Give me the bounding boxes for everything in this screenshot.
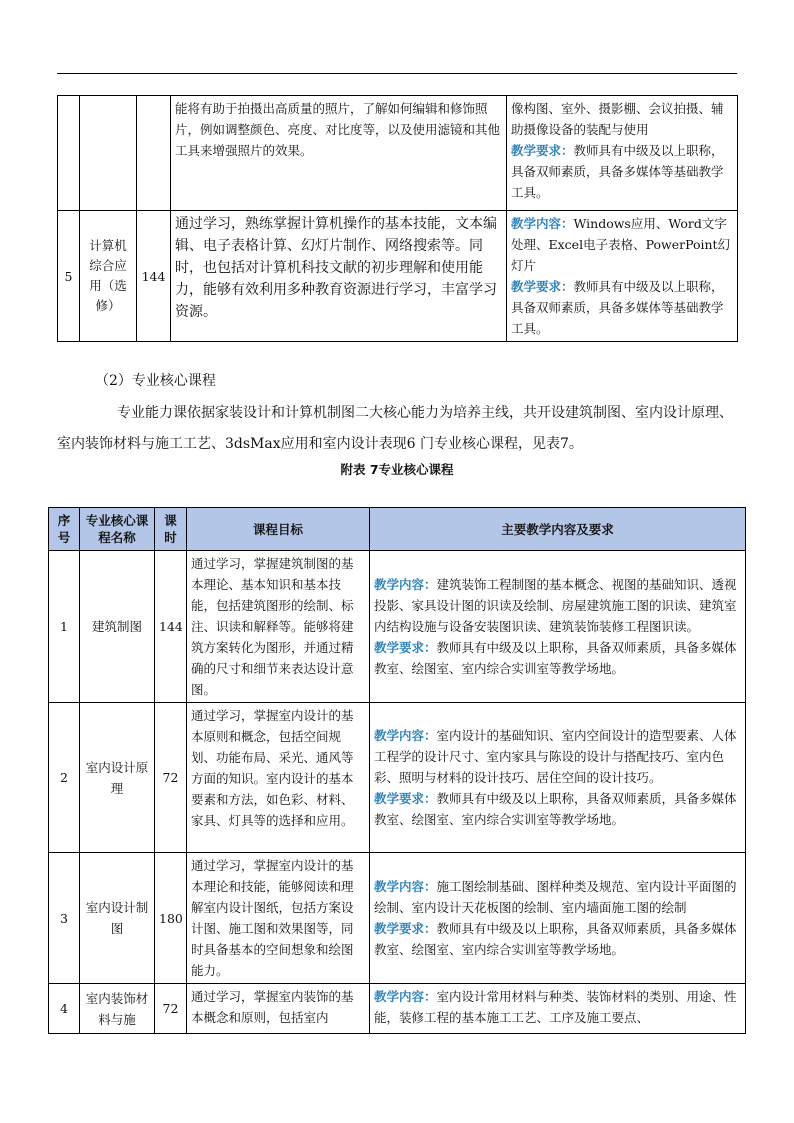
course-name: 室内设计原理 xyxy=(80,703,155,853)
content-label: 教学内容： xyxy=(374,989,437,1004)
content-label: 教学内容： xyxy=(374,728,437,743)
section-title: （2）专业核心课程 xyxy=(95,373,216,389)
requirement-text: 教师具有中级及以上职称，具备双师素质，具备多媒体等基础教学工具。 xyxy=(511,279,724,336)
content-text: 室内设计的基础知识、室内空间设计的造型要素、人体工程学的设计尺寸、室内家具与陈设的设计与搭配技巧、室内色彩、照明与材料的设计技巧、居住空间的设计技巧。 xyxy=(374,728,737,785)
content-label: 教学内容： xyxy=(374,879,437,894)
header-no: 序号 xyxy=(49,508,80,551)
course-hours: 144 xyxy=(155,551,187,703)
course-name: 建筑制图 xyxy=(80,551,155,703)
course-content xyxy=(507,96,738,211)
requirement-text: 教师具有中级及以上职称，具备双师素质，具备多媒体等基础教学工具。 xyxy=(511,143,724,200)
course-hours xyxy=(137,96,171,211)
requirement-text: 教师具有中级及以上职称，具备双师素质，具备多媒体教室、绘图室、室内综合实训室等教学场地。 xyxy=(374,791,737,827)
content-text: 室内设计常用材料与种类、装饰材料的类别、用途、性能，装修工程的基本施工工艺、工序及施工要点、 xyxy=(374,989,737,1025)
course-hours: 180 xyxy=(155,853,187,984)
row-number: 4 xyxy=(49,984,80,1034)
table-header-row xyxy=(49,508,746,551)
requirement-text: 教师具有中级及以上职称，具备双师素质，具备多媒体教室、绘图室、室内综合实训室等教学场地。 xyxy=(374,640,737,676)
course-content xyxy=(507,211,738,342)
course-hours: 72 xyxy=(155,703,187,853)
course-content xyxy=(370,703,746,853)
course-name: 计算机综合应用（选修） xyxy=(80,211,137,342)
table-row xyxy=(49,853,746,984)
content-label: 教学内容： xyxy=(374,577,437,592)
requirement-label: 教学要求： xyxy=(374,791,437,806)
content-label: 教学内容： xyxy=(511,216,574,231)
content-text: 建筑装饰工程制图的基本概念、视图的基础知识、透视投影、家具设计图的识读及绘制、房屋建筑施工图的识读、建筑室内结构设施与设备安装图识读、建筑装饰装修工程图识读。 xyxy=(374,577,737,634)
requirement-label: 教学要求： xyxy=(511,279,574,294)
header-goal: 课程目标 xyxy=(187,508,370,551)
table-row xyxy=(49,703,746,853)
course-name: 室内设计制图 xyxy=(80,853,155,984)
table-row xyxy=(49,984,746,1034)
course-goal: 通过学习，熟练掌握计算机操作的基本技能，文本编辑、电子表格计算、幻灯片制作、网络搜索等。同时，也包括对计算机科技文献的初步理解和使用能力，能够有效利用多种教育资源进行学习，丰富学习资源。 xyxy=(171,211,507,342)
table-row xyxy=(58,211,738,342)
header-name: 专业核心课程名称 xyxy=(80,508,155,551)
content-text: Windows应用、Word文字处理、Excel电子表格、PowerPoint幻灯片 xyxy=(511,216,731,273)
header-rule xyxy=(57,73,737,74)
course-content xyxy=(370,984,746,1034)
course-goal: 通过学习，掌握建筑制图的基本理论、基本知识和基本技能，包括建筑图形的绘制、标注、识读和解释等。能够将建筑方案转化为图形，并通过精确的尺寸和细节来表达设计意图。 xyxy=(187,551,370,703)
requirement-label: 教学要求： xyxy=(374,640,437,655)
course-hours: 144 xyxy=(137,211,171,342)
content-text: 像构图、室外、摄影棚、会议拍摄、辅助摄像设备的装配与使用 xyxy=(511,101,724,137)
row-number: 5 xyxy=(58,211,80,342)
course-hours: 72 xyxy=(155,984,187,1034)
header-hours: 课时 xyxy=(155,508,187,551)
requirement-text: 教师具有中级及以上职称，具备双师素质，具备多媒体教室、绘图室、室内综合实训室等教学场地。 xyxy=(374,921,737,957)
course-table-continued xyxy=(57,95,738,342)
row-number: 1 xyxy=(49,551,80,703)
course-goal: 通过学习，掌握室内设计的基本理论和技能，能够阅读和理解室内设计图纸，包括方案设计图、施工图和效果图等，同时具备基本的空间想象和绘图能力。 xyxy=(187,853,370,984)
row-number: 3 xyxy=(49,853,80,984)
course-content xyxy=(370,551,746,703)
content-text: 施工图绘制基础、图样种类及规范、室内设计平面图的绘制、室内设计天花板图的绘制、室内墙面施工图的绘制 xyxy=(374,879,737,915)
requirement-label: 教学要求： xyxy=(511,143,574,158)
row-number xyxy=(58,96,80,211)
course-content xyxy=(370,853,746,984)
requirement-label: 教学要求： xyxy=(374,921,437,936)
course-goal: 能将有助于拍摄出高质量的照片，了解如何编辑和修饰照片，例如调整颜色、亮度、对比度等，以及使用滤镜和其他工具来增强照片的效果。 xyxy=(171,96,507,211)
core-course-table xyxy=(48,507,746,1034)
table-row xyxy=(49,551,746,703)
table-row xyxy=(58,96,738,211)
header-content: 主要教学内容及要求 xyxy=(370,508,746,551)
course-name: 室内装饰材料与施 xyxy=(80,984,155,1034)
row-number: 2 xyxy=(49,703,80,853)
table-caption: 附表 7专业核心课程 xyxy=(340,462,454,477)
course-goal: 通过学习，掌握室内装饰的基本概念和原则，包括室内 xyxy=(187,984,370,1034)
course-goal: 通过学习，掌握室内设计的基本原则和概念，包括空间规划、功能布局、采光、通风等方面的知识。室内设计的基本要素和方法，如色彩、材料、家具、灯具等的选择和应用。 xyxy=(187,703,370,853)
course-name xyxy=(80,96,137,211)
intro-paragraph: 专业能力课依据家装设计和计算机制图二大核心能力为培养主线，共开设建筑制图、室内设计原理、室内装饰材料与施工工艺、3dsMax应用和室内设计表现6 门专业核心课程，见表7。 xyxy=(57,405,733,452)
